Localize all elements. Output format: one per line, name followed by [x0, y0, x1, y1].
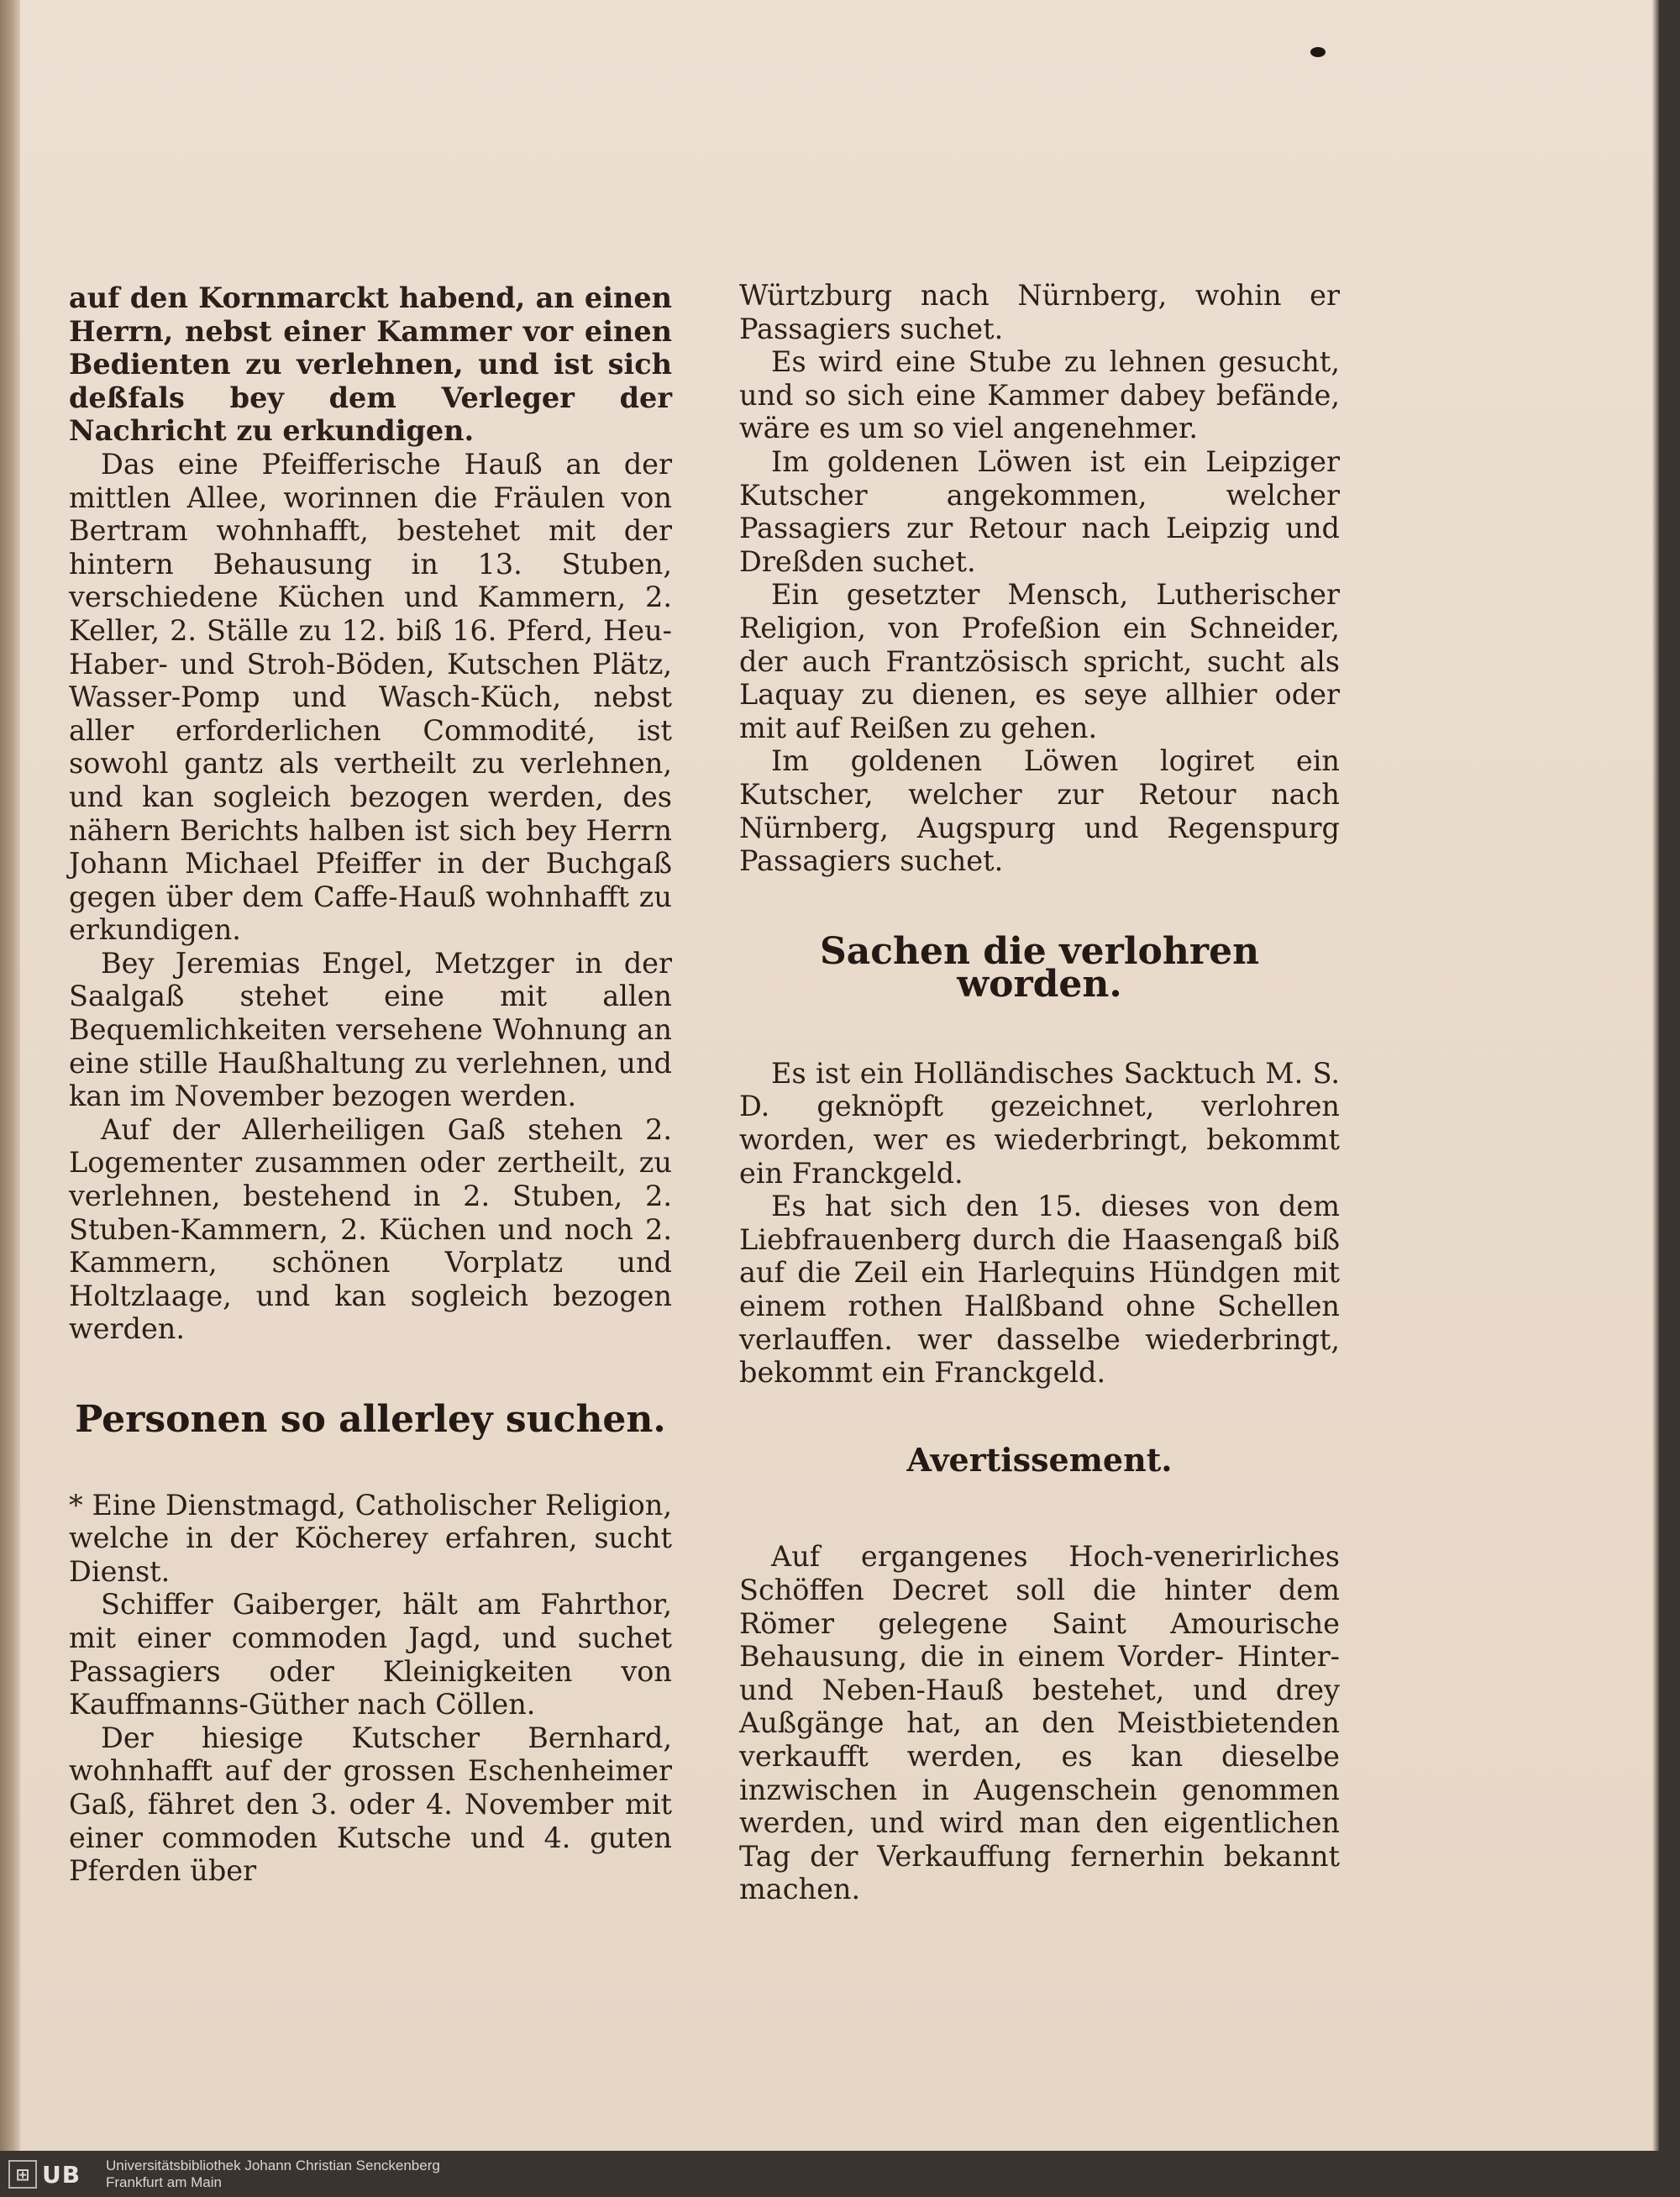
library-logo [8, 2158, 101, 2191]
left-column [69, 281, 672, 1888]
paragraph: Im goldenen Löwen ist ein Leipziger Kutscher angekommen, welcher Passagiers zur Retour nach Leipzig und Dreßden suchet. [739, 444, 1340, 578]
library-emblem-icon: ⊞ [8, 2160, 37, 2189]
paragraph: auf den Kornmarckt habend, an einen Herrn, nebst einer Kammer vor einen Bedienten zu verlehnen, und ist sich deßfals bey dem Verleger der Nachricht zu erkundigen. [69, 281, 672, 448]
right-column [739, 279, 1340, 1906]
paragraph: Es hat sich den 15. dieses von dem Liebfrauenberg durch die Haasengaß biß auf die Zeil ein Harlequins Hündgen mit einem rothen Halßband ohne Schellen verlauffen. wer dasselbe wiederbringt, bekommt ein Franckgeld. [739, 1190, 1340, 1390]
paragraph: Ein gesetzter Mensch, Lutherischer Religion, von Profeßion ein Schneider, der auch Frantzösisch spricht, sucht als Laquay zu dienen, es seye allhier oder mit auf Reißen zu gehen. [739, 578, 1340, 744]
page-edge-shadow [1652, 0, 1659, 2151]
paragraph: Auf der Allerheiligen Gaß stehen 2. Logementer zusammen oder zertheilt, zu verlehnen, bestehend in 2. Stuben, 2. Stuben-Kammern, 2. Küchen und noch 2. Kammern, schönen Vorplatz und Holtzlaage, und kan sogleich bezogen werden. [69, 1112, 672, 1346]
section-heading: Avertissement. [906, 1440, 1173, 1479]
library-location: Frankfurt am Main [106, 2174, 222, 2190]
footer-bar [0, 2151, 1680, 2197]
paragraph: Auf ergangenes Hoch-venerirliches Schöffen Decret soll die hinter dem Römer gelegene Saint Amourische Behausung, die in einem Vorder- Hinter- und Neben-Hauß bestehet, und drey Außgänge hat, an den Meistbietenden verkaufft werden, es kan dieselbe inzwischen in Augenschein genommen werden, und wird man den eigentlichen Tag der Verkauffung fernerhin bekannt machen. [739, 1540, 1340, 1906]
paragraph: Würtzburg nach Nürnberg, wohin er Passagiers suchet. [739, 279, 1340, 345]
paragraph: Bey Jeremias Engel, Metzger in der Saalgaß stehet eine mit allen Bequemlichkeiten versehene Wohnung an eine stille Haußhaltung zu verlehnen, und kan im November bezogen werden. [69, 946, 672, 1113]
paragraph: Es wird eine Stube zu lehnen gesucht, und so sich eine Kammer dabey befände, wäre es um so viel angenehmer. [739, 345, 1340, 445]
ink-mark [1310, 47, 1326, 57]
paragraph: * Eine Dienstmagd, Catholischer Religion, welche in der Köcherey erfahren, sucht Dienst. [69, 1488, 672, 1588]
library-attribution [106, 2158, 440, 2191]
paragraph: Der hiesige Kutscher Bernhard, wohnhafft auf der grossen Eschenheimer Gaß, fähret den 3. oder 4. November mit einer commoden Kutsche und 4. guten Pferden über [69, 1721, 672, 1888]
section-heading: Personen so allerley suchen. [75, 1398, 666, 1441]
paragraph: Im goldenen Löwen logiret ein Kutscher, welcher zur Retour nach Nürnberg, Augspurg und Regenspurg Passagiers suchet. [739, 744, 1340, 878]
section-heading: Sachen die verlohren worden. [819, 929, 1260, 1007]
binding-spine [0, 0, 20, 2151]
logo-text: UB [42, 2160, 81, 2189]
library-name: Universitätsbibliothek Johann Christian Senckenberg [106, 2158, 440, 2173]
paragraph: Das eine Pfeifferische Hauß an der mittlen Allee, worinnen die Fräulen von Bertram wohnhafft, bestehet mit der hintern Behausung in 13. Stuben, verschiedene Küchen und Kammern, 2. Keller, 2. Ställe zu 12. biß 16. Pferd, Heu- Haber- und Stroh-Böden, Kutschen Plätz, Wasser-Pomp und Wasch-Küch, nebst aller erforderlichen Commodité, ist sowohl gantz als vertheilt zu verlehnen, und kan sogleich bezogen werden, des nähern Berichts halben ist sich bey Herrn Johann Michael Pfeiffer in der Buchgaß gegen über dem Caffe-Hauß wohnhafft zu erkundigen. [69, 447, 672, 947]
paragraph: Es ist ein Holländisches Sacktuch M. S. D. geknöpft gezeichnet, verlohren worden, wer es wiederbringt, bekommt ein Franckgeld. [739, 1056, 1340, 1190]
paragraph: Schiffer Gaiberger, hält am Fahrthor, mit einer commoden Jagd, und suchet Passagiers oder Kleinigkeiten von Kauffmanns-Güther nach Cöllen. [69, 1588, 672, 1721]
